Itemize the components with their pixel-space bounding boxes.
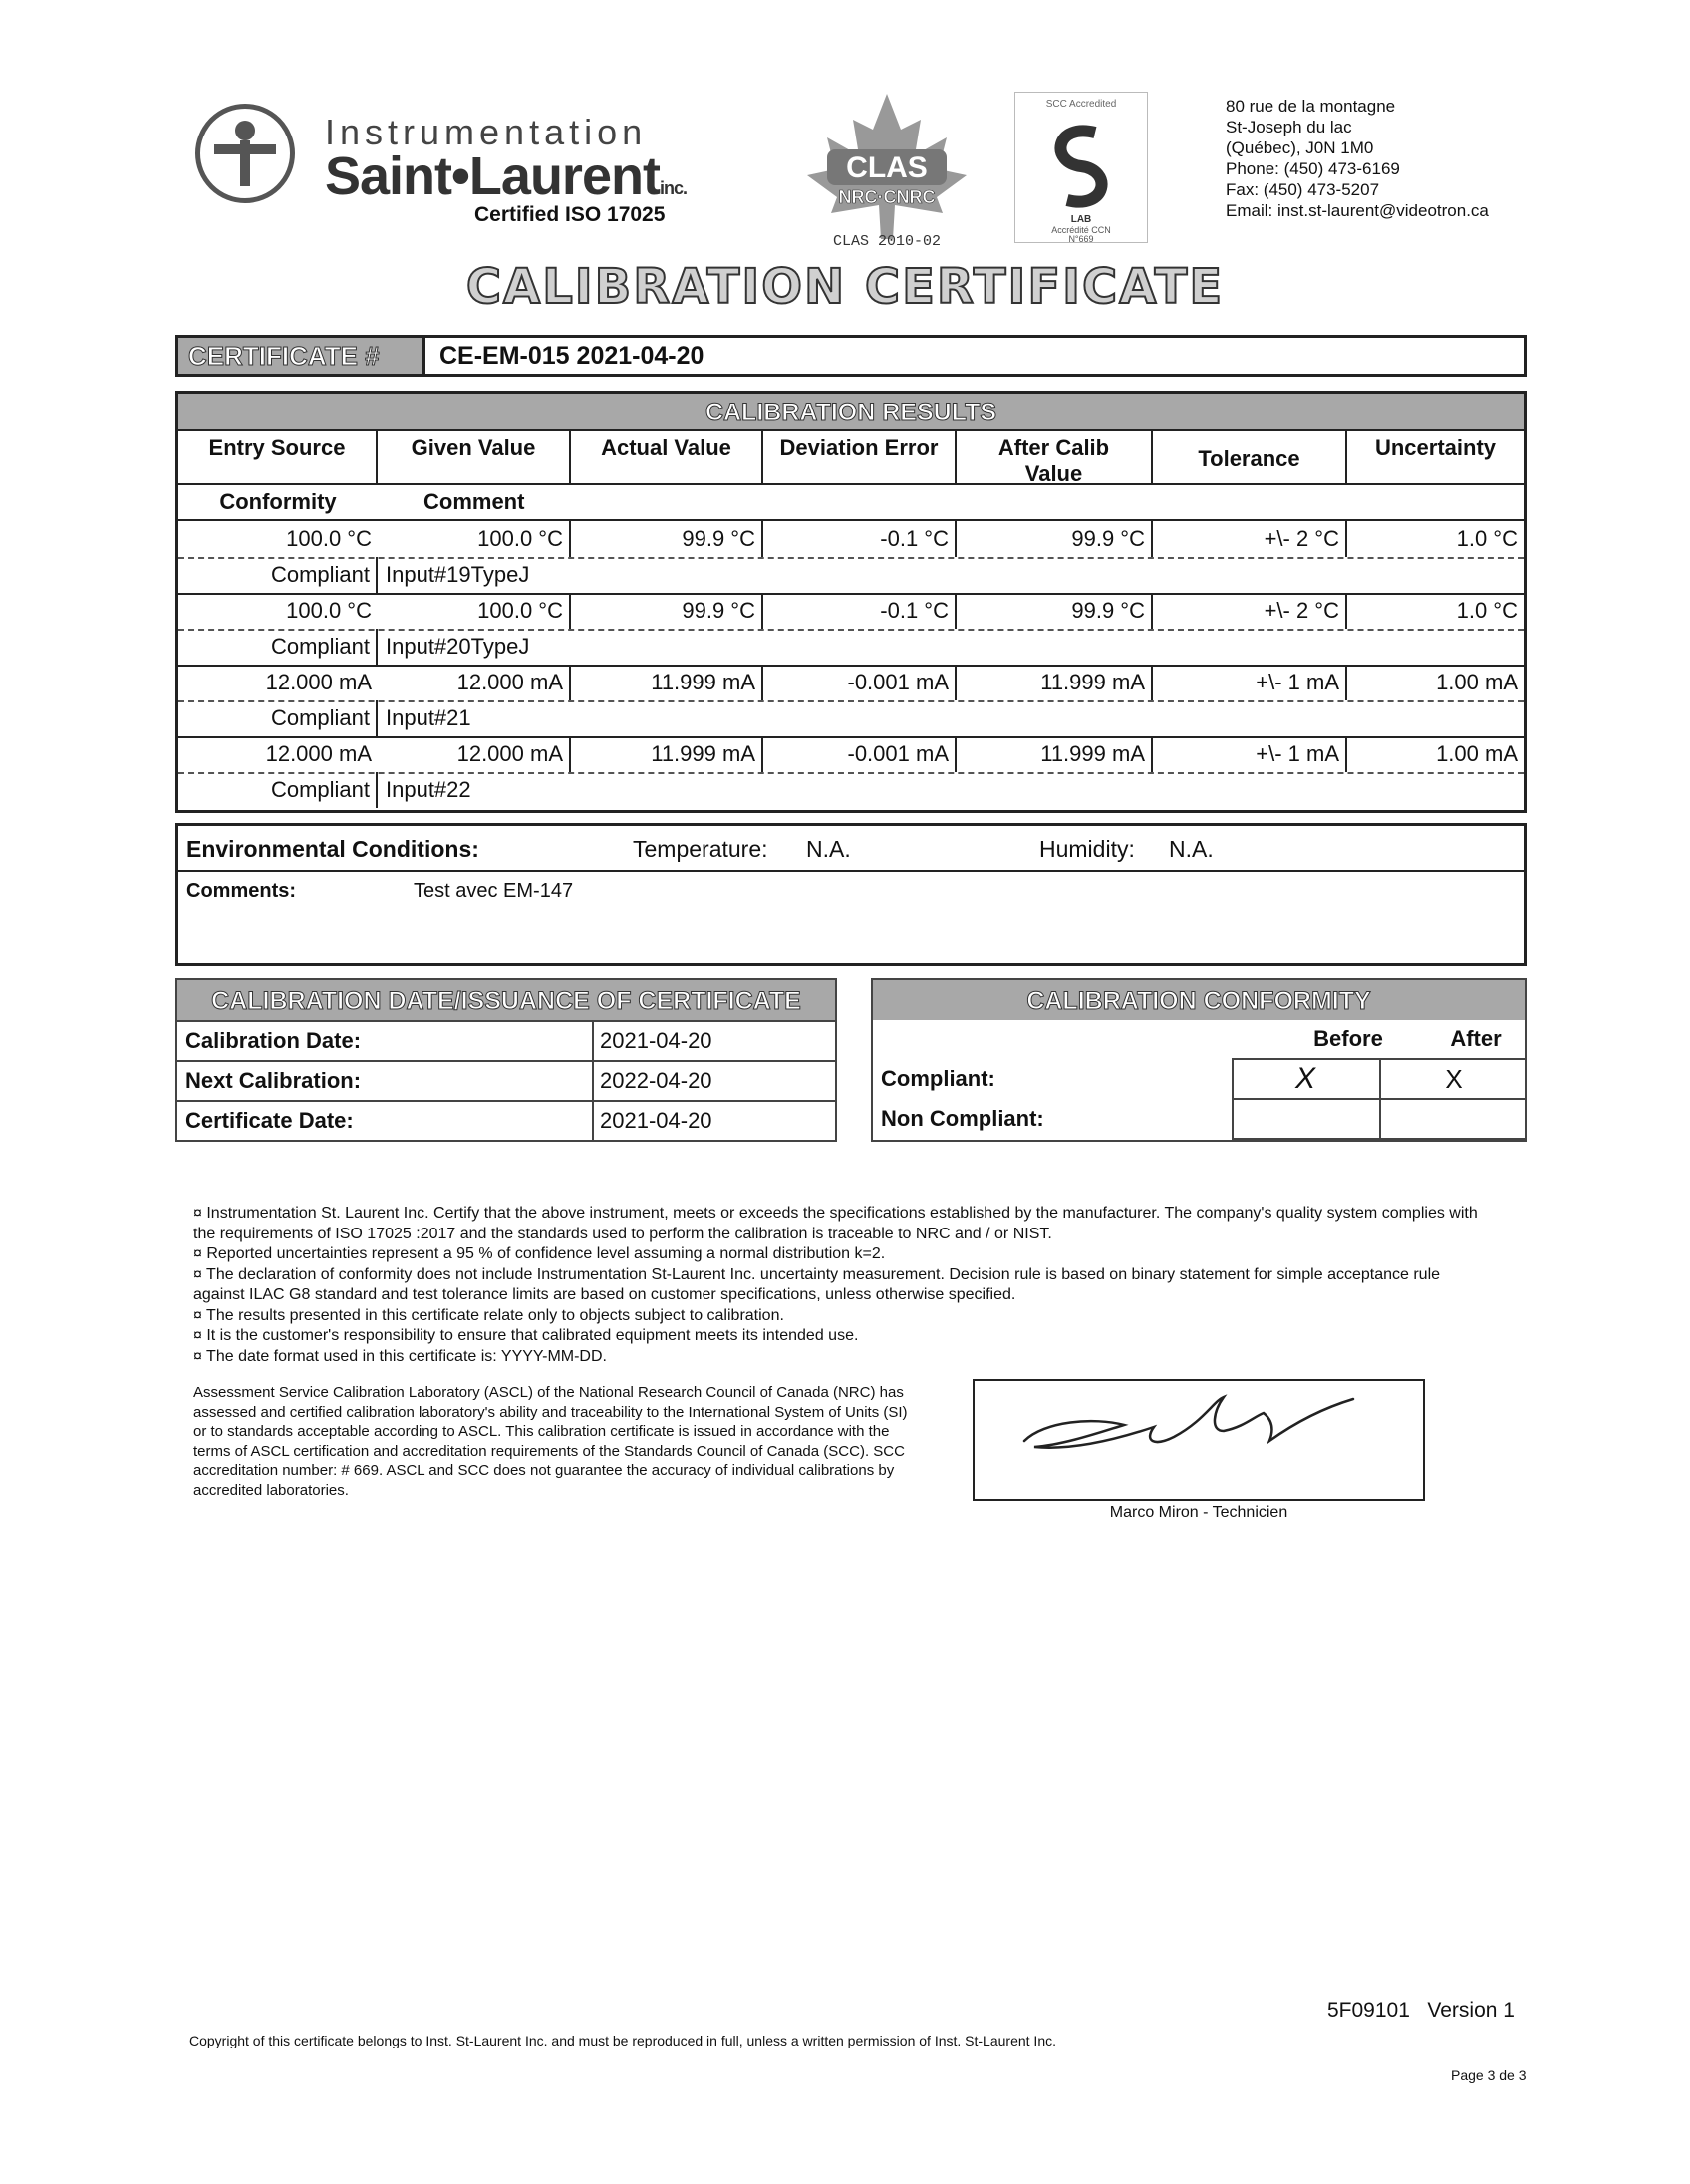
conformity-title: CALIBRATION CONFORMITY [873,980,1525,1020]
table-row: 100.0 °C 100.0 °C 99.9 °C -0.1 °C 99.9 °C +\- 2 °C 1.0 °C Compliant Input#20TypeJ [178,593,1524,665]
certificate-number: CE-EM-015 2021-04-20 [439,342,704,370]
row-comment: Input#19TypeJ [386,562,530,587]
compliant-label: Compliant: [881,1066,995,1091]
dates-title: CALIBRATION DATE/ISSUANCE OF CERTIFICATE [177,980,835,1020]
compliant-before-mark: X [1294,1062,1315,1095]
comments-label: Comments: [186,880,297,902]
conformity-status: Compliant [178,772,378,808]
address-line: 80 rue de la montagne [1226,97,1396,116]
col-uncertainty: Uncertainty [1374,435,1497,460]
comments-value: Test avec EM-147 [414,880,574,902]
svg-text:N°669: N°669 [1068,234,1094,242]
scc-accreditation-logo [1014,92,1148,243]
certificate-date-row: Certificate Date: 2021-04-20 [177,1100,835,1140]
after-header: After [1450,1026,1502,1051]
company-address [1226,96,1489,221]
note: ¤ Reported uncertainties represent a 95 % of confidence level assuming a normal distribution k=2. [193,1245,886,1262]
phone: Phone: (450) 473-6169 [1226,159,1400,178]
table-row: 12.000 mA 12.000 mA 11.999 mA -0.001 mA 11.999 mA +\- 1 mA 1.00 mA Compliant Input#21 [178,665,1524,736]
calibration-dates [175,978,837,1142]
company-logo-emblem [195,104,295,203]
address-line: St-Joseph du lac [1226,118,1352,136]
svg-text:Accrédité CCN: Accrédité CCN [1051,225,1111,235]
brand-line2: Saint•Laurentinc. [325,146,687,206]
env-label: Environmental Conditions: [186,836,479,862]
note: ¤ The results presented in this certificate relate only to objects subject to calibration. [193,1306,784,1324]
svg-text:NRC·CNRC: NRC·CNRC [838,187,936,207]
certificate-notes [193,1204,1489,1367]
col-comment: Comment [423,489,525,514]
row-comment: Input#20TypeJ [386,634,530,659]
conformity-status: Compliant [178,557,378,593]
brand-line1: Instrumentation [325,112,648,152]
page-number: Page 3 de 3 [1451,2067,1527,2083]
humidity-label: Humidity: [1039,836,1135,862]
technician-name: Marco Miron - Technicien [1109,1504,1288,1521]
note: ¤ Instrumentation St. Laurent Inc. Certify that the above instrument, meets or exceeds the specifications established by the manufacturer. The company's quality system complies with the requirements of ISO 17025 :2017 and the standards used to perform the calibration is traceable to NRC and / or NIST. [193,1205,1478,1242]
col-after-calib: After Calib Value [957,431,1153,483]
iso-certification: Certified ISO 17025 [474,203,666,226]
col-tolerance: Tolerance [1153,431,1347,483]
svg-text:CLAS 2010-02: CLAS 2010-02 [832,233,942,249]
scc-swirl-icon [1015,93,1147,242]
certificate-number-row [175,335,1527,377]
svg-text:LAB: LAB [1070,214,1092,225]
table-row: 100.0 °C 100.0 °C 99.9 °C -0.1 °C 99.9 °C +\- 2 °C 1.0 °C Compliant Input#19TypeJ [178,521,1524,593]
results-title: CALIBRATION RESULTS [178,394,1524,429]
copyright-notice: Copyright of this certificate belongs to Inst. St-Laurent Inc. and must be reproduced in full, unless a written permission of Inst. St-Laurent Inc. [189,2033,1056,2048]
row-comment: Input#21 [386,705,471,730]
col-deviation-error: Deviation Error [763,431,957,483]
address-line: (Québec), J0N 1M0 [1226,138,1374,157]
svg-text:CLAS: CLAS [846,151,928,184]
page-title: CALIBRATION CERTIFICATE [465,259,1225,315]
temperature-label: Temperature: [633,836,768,862]
form-id: 5F09101 Version 1 [1327,1999,1515,2022]
row-comment: Input#22 [386,777,471,802]
temperature-value: N.A. [806,836,851,862]
email: Email: inst.st-laurent@videotron.ca [1226,201,1489,220]
handwritten-signature [975,1381,1423,1499]
ascl-statement: Assessment Service Calibration Laboratory (ASCL) of the National Research Council of Canada (NRC) has assessed and certified calibration laboratory's ability and traceability to the International System of Units (SI) or to standards acceptable according to ASCL. This calibration certificate is issued in accordance with the terms of ASCL certification and accreditation requirements of the Standards Council of Canada (SCC). SCC accreditation number: # 669. ASCL and SCC does not guarantee the accuracy of individual calibrations by accredited laboratories. [193,1384,908,1499]
col-given-value: Given Value [378,431,571,483]
calibration-results-table [175,391,1527,813]
conformity-status: Compliant [178,700,378,736]
calibration-date-row: Calibration Date: 2021-04-20 [177,1020,835,1060]
table-row: 12.000 mA 12.000 mA 11.999 mA -0.001 mA 11.999 mA +\- 1 mA 1.00 mA Compliant Input#22 [178,736,1524,808]
signature-box [973,1379,1425,1501]
non-compliant-label: Non Compliant: [881,1106,1044,1131]
calibration-conformity [871,978,1527,1142]
note: ¤ It is the customer's responsibility to ensure that calibrated equipment meets its intended use. [193,1327,859,1344]
note: ¤ The date format used in this certificate is: YYYY-MM-DD. [193,1347,607,1365]
humidity-value: N.A. [1169,836,1214,862]
before-header: Before [1313,1026,1383,1051]
clas-logo [797,90,977,249]
note: ¤ The declaration of conformity does not include Instrumentation St-Laurent Inc. uncertainty measurement. Decision rule is based on binary statement for simple acceptance rule against ILAC G8 standard and test tolerance limits are based on customer specifications, unless otherwise specified. [193,1265,1441,1303]
conformity-status: Compliant [178,629,378,665]
col-actual-value: Actual Value [571,431,763,483]
col-conformity: Conformity [219,489,337,514]
compliant-after-mark: X [1445,1064,1463,1094]
col-entry-source: Entry Source [178,431,378,483]
next-calibration-row: Next Calibration: 2022-04-20 [177,1060,835,1100]
svg-text:SCC Accredited: SCC Accredited [1045,99,1117,110]
environmental-conditions [175,823,1527,966]
maple-leaf-icon [797,90,977,249]
cross-figure-icon [200,109,290,198]
fax: Fax: (450) 473-5207 [1226,180,1380,199]
certificate-label: CERTIFICATE # [178,338,425,374]
